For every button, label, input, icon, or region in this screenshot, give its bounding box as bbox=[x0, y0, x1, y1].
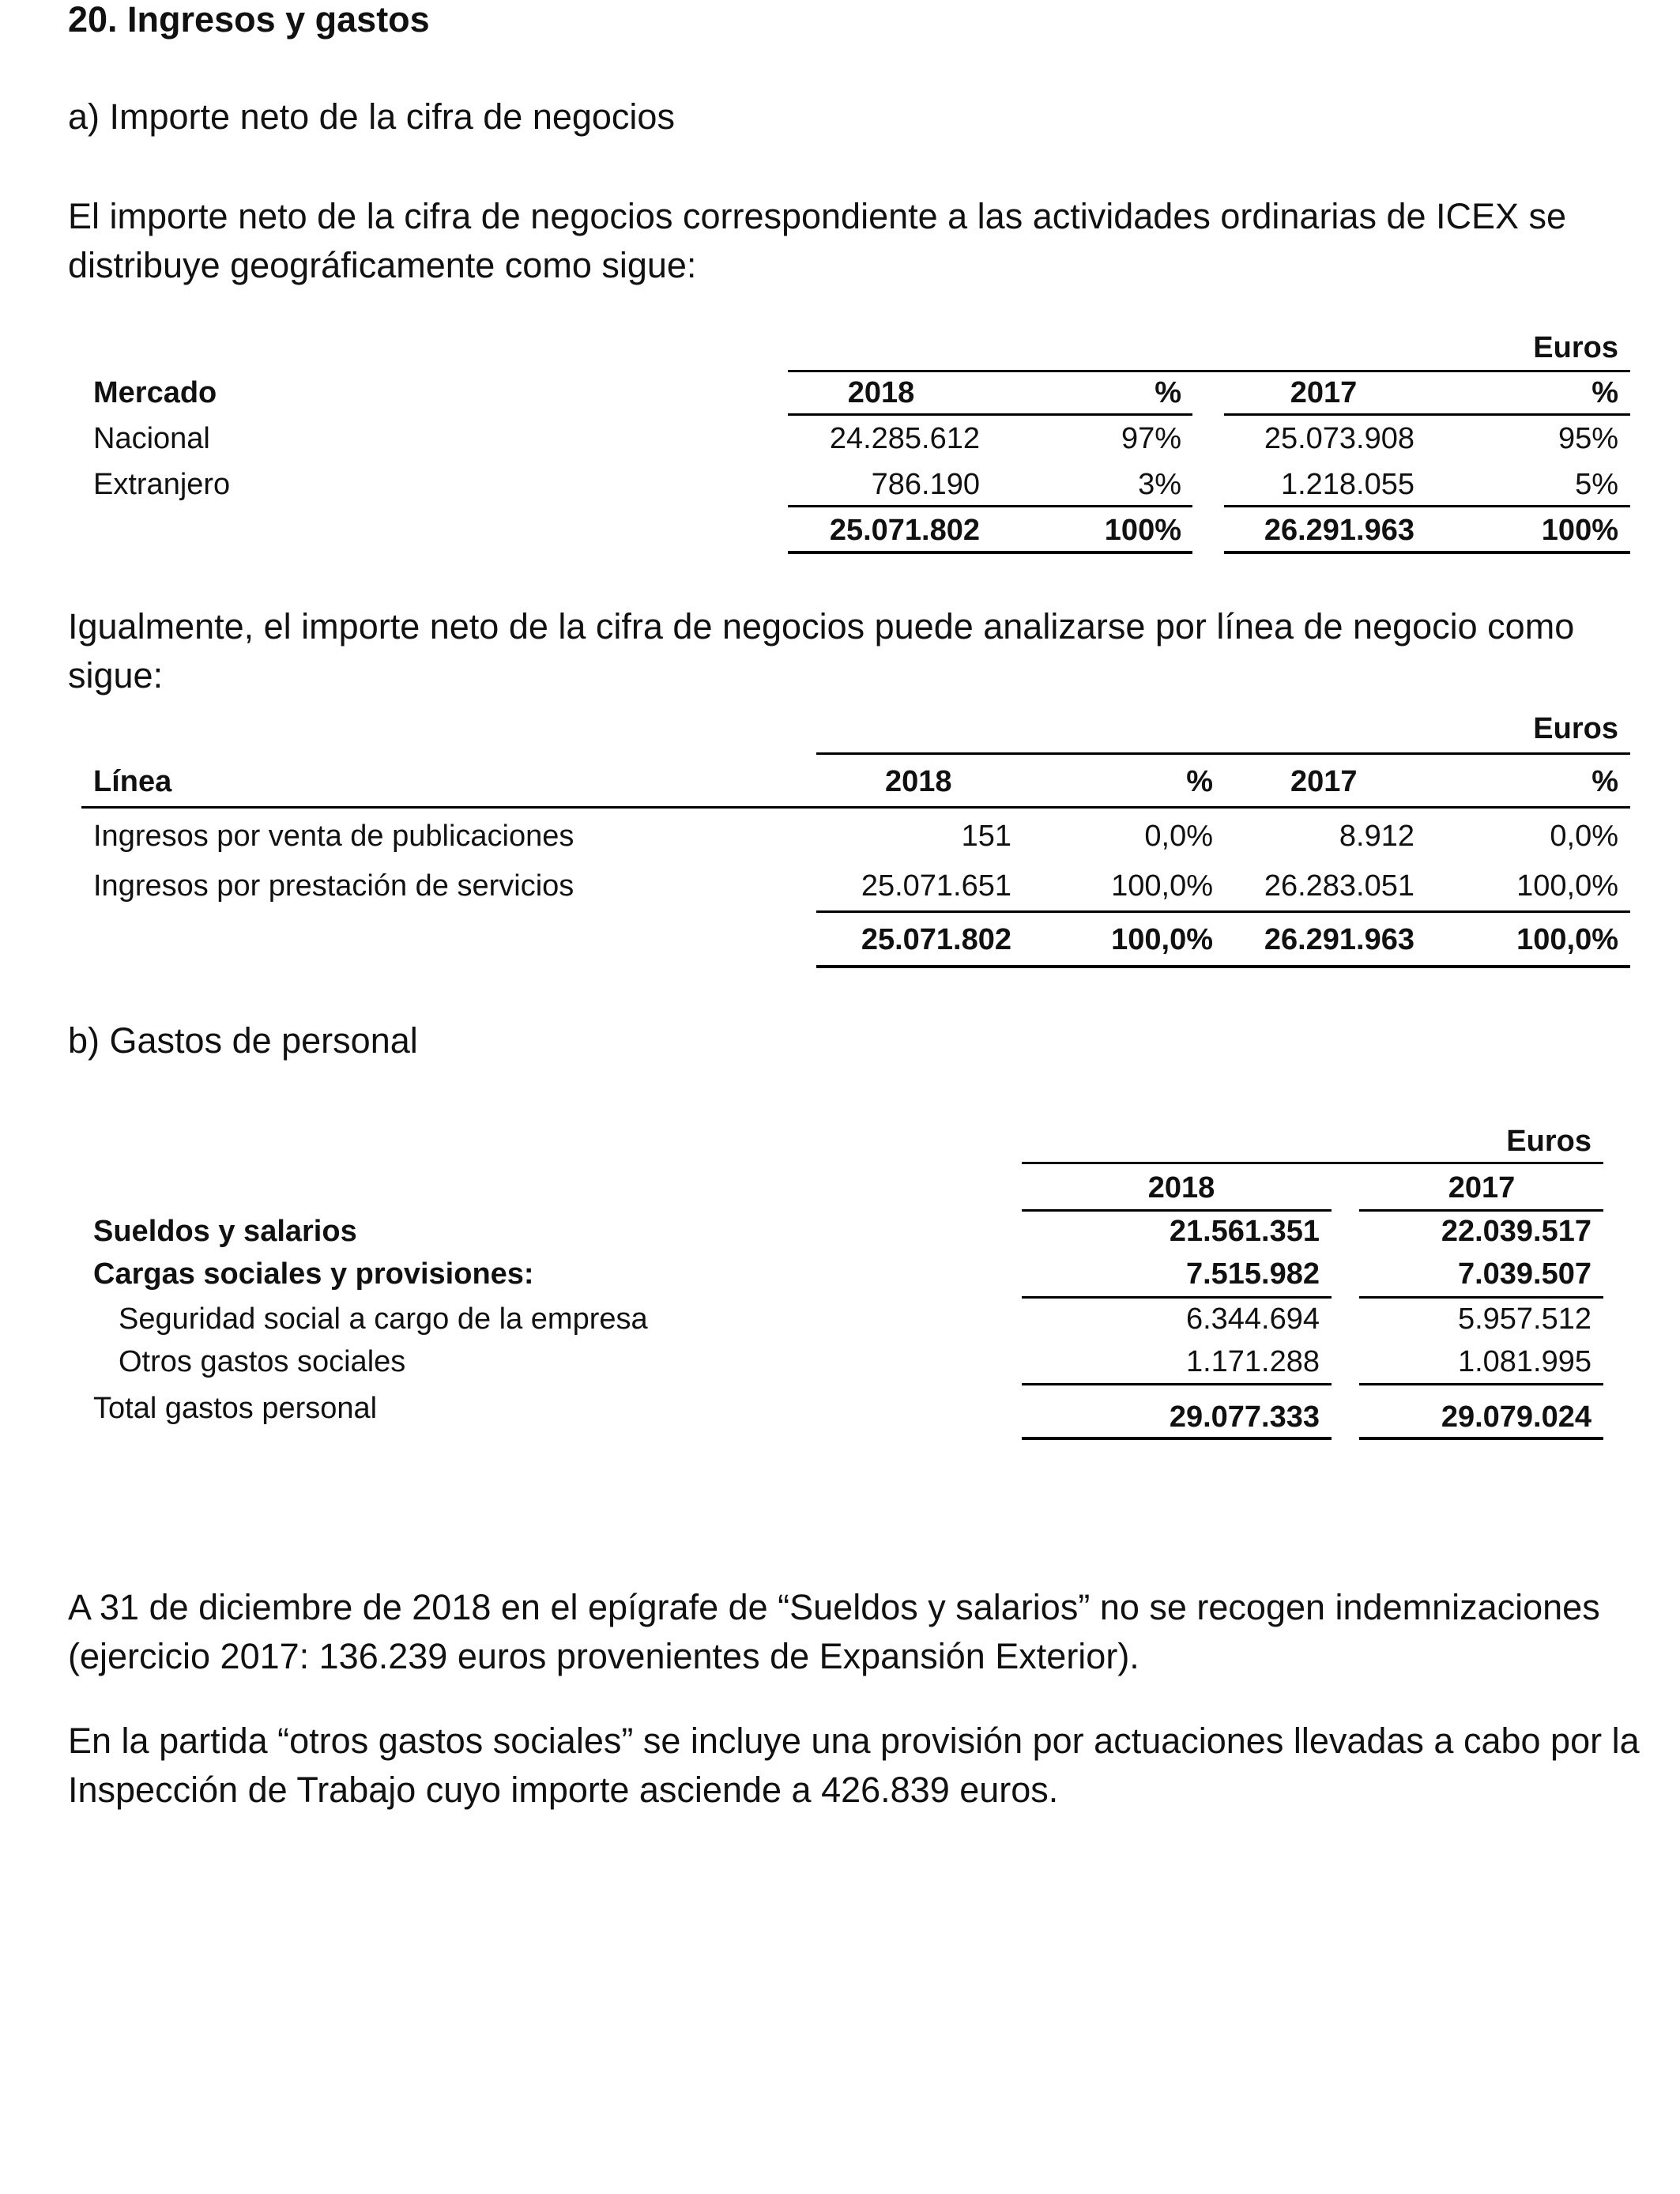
table2-header-linea: Línea bbox=[93, 765, 172, 798]
table2-total-pct2017: 100,0% bbox=[1516, 923, 1618, 956]
table2-total-2017: 26.291.963 bbox=[1264, 923, 1414, 956]
table1-total-2018: 25.071.802 bbox=[829, 514, 980, 547]
paragraph-indemnizaciones: A 31 de diciembre de 2018 en el epígrafe de “Sueldos y salarios” no se recogen indemnizaciones (ejercicio 2017: 136.239 euros provenientes de Expansión Exterior). bbox=[68, 1587, 1600, 1676]
table3-row-seguridad-label: Seguridad social a cargo de la empresa bbox=[119, 1302, 648, 1336]
table2-row-servicios-label: Ingresos por prestación de servicios bbox=[93, 869, 574, 903]
table2-row-publicaciones-label: Ingresos por venta de publicaciones bbox=[93, 820, 574, 853]
table3-row-sueldos-2018: 21.561.351 bbox=[1169, 1215, 1320, 1248]
table2-row-servicios-2017: 26.283.051 bbox=[1264, 869, 1414, 903]
paragraph-geographic-distribution: El importe neto de la cifra de negocios correspondiente a las actividades ordinarias de ICEX se distribuye geográficamente como sigue: bbox=[68, 196, 1567, 285]
table1-header-pct-2017: % bbox=[1591, 376, 1618, 409]
subsection-a-title: a) Importe neto de la cifra de negocios bbox=[68, 96, 675, 137]
table2-header-2017: 2017 bbox=[1290, 765, 1358, 798]
table1-total-pct2018: 100% bbox=[1104, 514, 1181, 547]
table1-header-mercado: Mercado bbox=[93, 376, 217, 409]
table2-row-servicios-2018: 25.071.651 bbox=[861, 869, 1011, 903]
table2-row-publicaciones-2018: 151 bbox=[961, 820, 1011, 853]
table2-row-publicaciones-pct2017: 0,0% bbox=[1550, 820, 1618, 853]
section-title: 20. Ingresos y gastos bbox=[68, 0, 430, 40]
table3-total-2018: 29.077.333 bbox=[1169, 1400, 1320, 1434]
table1-unit: Euros bbox=[1533, 331, 1618, 364]
subsection-b-title: b) Gastos de personal bbox=[68, 1020, 418, 1061]
table3-row-cargas-2018: 7.515.982 bbox=[1185, 1257, 1320, 1291]
table1-row-extranjero-label: Extranjero bbox=[93, 468, 231, 501]
table1-row-nacional-2018: 24.285.612 bbox=[829, 422, 980, 455]
table3-row-sueldos-label: Sueldos y salarios bbox=[93, 1215, 357, 1248]
table1-row-extranjero-pct2018: 3% bbox=[1138, 468, 1181, 501]
table3-row-seguridad-2018: 6.344.694 bbox=[1185, 1302, 1320, 1336]
table2-row-servicios-pct2018: 100,0% bbox=[1111, 869, 1213, 903]
table3-unit: Euros bbox=[1506, 1125, 1591, 1158]
table1-row-extranjero-2018: 786.190 bbox=[871, 468, 980, 501]
table2-header-pct-2017: % bbox=[1591, 765, 1618, 798]
paragraph-business-line: Igualmente, el importe neto de la cifra de negocios puede analizarse por línea de negocio como sigue: bbox=[68, 606, 1575, 696]
table2-row-publicaciones-pct2018: 0,0% bbox=[1144, 820, 1213, 853]
table1-header-2018: 2018 bbox=[847, 376, 915, 409]
table2-header-pct-2018: % bbox=[1186, 765, 1213, 798]
table3-row-cargas-label: Cargas sociales y provisiones: bbox=[93, 1257, 534, 1291]
table2-row-servicios-pct2017: 100,0% bbox=[1516, 869, 1618, 903]
table2-unit: Euros bbox=[1533, 712, 1618, 745]
table1-row-nacional-pct2018: 97% bbox=[1121, 422, 1181, 455]
table2-header-2018: 2018 bbox=[885, 765, 952, 798]
table2-row-publicaciones-2017: 8.912 bbox=[1339, 820, 1414, 853]
table3-total-label: Total gastos personal bbox=[93, 1392, 378, 1425]
table1-row-nacional-pct2017: 95% bbox=[1558, 422, 1618, 455]
table3-header-2017: 2017 bbox=[1448, 1171, 1516, 1204]
table3-header-2018: 2018 bbox=[1147, 1171, 1215, 1204]
table3-row-otros-2017: 1.081.995 bbox=[1457, 1345, 1591, 1378]
table1-row-extranjero-pct2017: 5% bbox=[1575, 468, 1618, 501]
table1-header-2017: 2017 bbox=[1290, 376, 1358, 409]
table3-row-otros-label: Otros gastos sociales bbox=[119, 1345, 406, 1378]
table3-row-seguridad-2017: 5.957.512 bbox=[1457, 1302, 1591, 1336]
table2-total-2018: 25.071.802 bbox=[861, 923, 1011, 956]
table1-header-pct-2018: % bbox=[1155, 376, 1181, 409]
table3-row-sueldos-2017: 22.039.517 bbox=[1441, 1215, 1591, 1248]
table3-total-2017: 29.079.024 bbox=[1441, 1400, 1591, 1434]
table1-row-nacional-2017: 25.073.908 bbox=[1264, 422, 1414, 455]
paragraph-otros-gastos: En la partida “otros gastos sociales” se incluye una provisión por actuaciones llevadas a cabo por la Inspección de Trabajo cuyo importe asciende a 426.839 euros. bbox=[68, 1721, 1640, 1810]
table2-total-pct2018: 100,0% bbox=[1111, 923, 1213, 956]
table1-total-2017: 26.291.963 bbox=[1264, 514, 1414, 547]
table1-row-extranjero-2017: 1.218.055 bbox=[1280, 468, 1414, 501]
table3-row-cargas-2017: 7.039.507 bbox=[1457, 1257, 1591, 1291]
table3-row-otros-2018: 1.171.288 bbox=[1185, 1345, 1320, 1378]
table1-row-nacional-label: Nacional bbox=[93, 422, 210, 455]
table1-total-pct2017: 100% bbox=[1541, 514, 1618, 547]
